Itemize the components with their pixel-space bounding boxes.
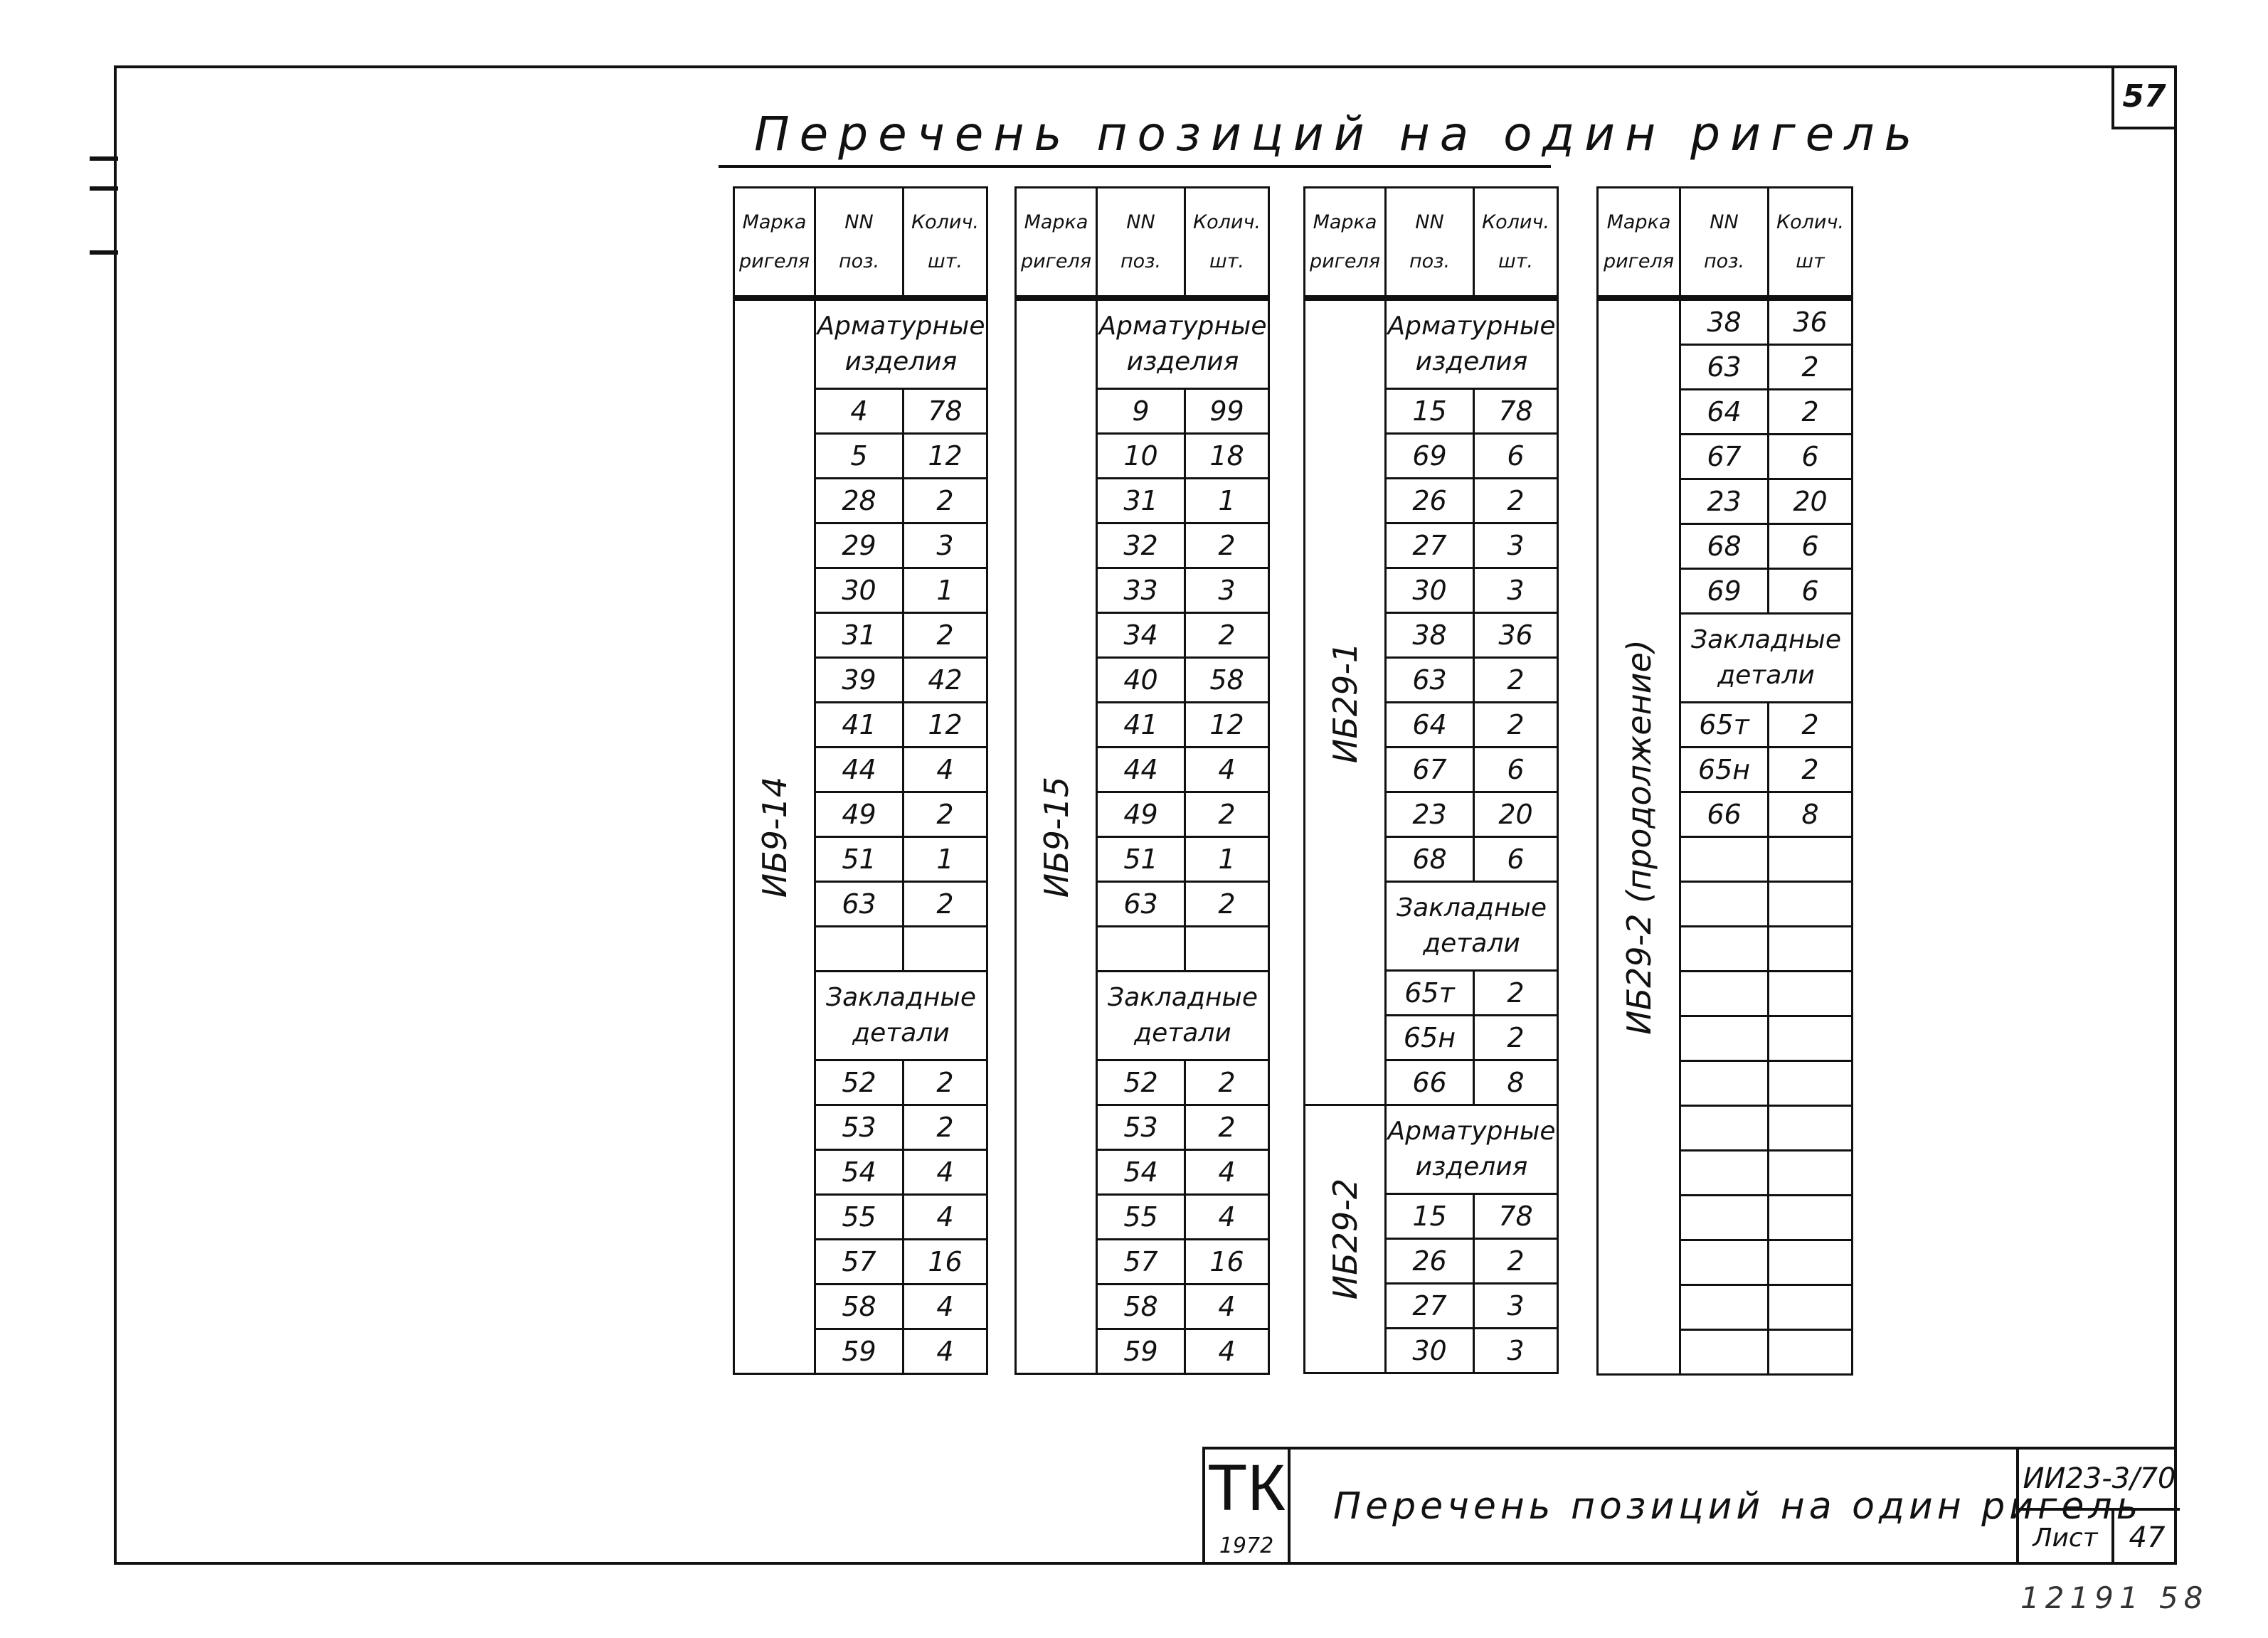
quantity: 6 [1769,569,1853,614]
section-title: Арматурные изделия [815,298,987,389]
position-number [1097,927,1185,972]
position-number [1680,1151,1769,1196]
quantity: 6 [1474,837,1558,882]
positions-table [733,186,988,1375]
quantity: 2 [1474,1239,1558,1284]
title-block [1202,1447,2177,1565]
page-title: Перечень позиций на один ригель [754,107,1922,161]
header-beam-mark [1305,188,1386,299]
quantity [1769,972,1853,1016]
quantity [1769,882,1853,927]
quantity: 12 [904,434,987,479]
archive-number: 12191 58 [2020,1580,2209,1615]
section-title: Закладные детали [1386,882,1558,971]
position-number: 38 [1386,613,1474,658]
header-position-number [1680,188,1769,299]
section-title: Закладные детали [1680,614,1853,703]
position-number: 29 [815,523,904,568]
quantity: 2 [1474,479,1558,523]
section-row [1016,298,1269,389]
beam-mark-cell [1016,298,1097,1374]
header-quantity [1474,188,1558,299]
position-number: 27 [1386,523,1474,568]
quantity: 3 [1474,568,1558,613]
position-number: 65т [1386,971,1474,1016]
position-number [815,927,904,972]
position-number: 26 [1386,1239,1474,1284]
position-number: 23 [1680,479,1769,524]
header-position-number-line: поз. [838,250,880,272]
header-quantity-line: шт [1796,250,1825,272]
quantity: 3 [1474,523,1558,568]
position-number: 51 [815,837,904,882]
quantity [1769,837,1853,882]
position-number [1680,1196,1769,1240]
position-number: 65н [1386,1016,1474,1060]
quantity [1769,1151,1853,1196]
quantity [1769,927,1853,972]
position-number: 28 [815,479,904,523]
header-beam-mark-line: ригеля [1021,250,1091,272]
position-number: 63 [1680,345,1769,390]
quantity: 2 [1185,792,1269,837]
position-number: 5 [815,434,904,479]
position-number: 66 [1386,1060,1474,1105]
beam-mark-cell [734,298,815,1374]
position-number: 63 [815,882,904,927]
quantity: 6 [1769,435,1853,479]
quantity: 4 [904,1329,987,1374]
header-quantity [904,188,987,299]
header-quantity-line: Колич. [1481,211,1550,233]
position-number: 68 [1680,524,1769,569]
stamp-sheet-number: 47 [2129,1521,2166,1554]
header-position-number-line: NN [1710,211,1739,233]
page-title-block [719,107,1922,171]
quantity: 2 [904,882,987,927]
quantity: 20 [1769,479,1853,524]
quantity: 12 [904,703,987,748]
position-number: 44 [815,748,904,792]
position-number: 52 [1097,1060,1185,1105]
document-code: ИИ23-3/70 [2019,1450,2180,1511]
quantity: 3 [904,523,987,568]
quantity: 16 [904,1240,987,1285]
position-number [1680,1016,1769,1061]
header-beam-mark-line: ригеля [1310,250,1380,272]
quantity: 36 [1769,298,1853,345]
position-number: 4 [815,389,904,434]
position-number: 58 [815,1285,904,1329]
header-beam-mark-line: Марка [1024,211,1088,233]
position-number [1680,882,1769,927]
header-row [1598,188,1853,299]
position-number: 59 [815,1329,904,1374]
header-position-number-line: поз. [1120,250,1162,272]
section-title: Арматурные изделия [1097,298,1269,389]
quantity: 2 [1769,748,1853,792]
position-number [1680,927,1769,972]
quantity: 6 [1474,748,1558,792]
stamp-logo-cell [1205,1450,1291,1565]
header-position-number-line: NN [1415,211,1444,233]
position-number: 41 [815,703,904,748]
position-number: 15 [1386,389,1474,434]
stamp-title: Перечень позиций на один ригель [1333,1485,2143,1528]
position-number: 30 [1386,568,1474,613]
header-quantity-line: Колич. [1192,211,1261,233]
section-row [734,298,987,389]
header-beam-mark [1598,188,1680,299]
position-number: 39 [815,658,904,703]
position-number: 9 [1097,389,1185,434]
quantity: 4 [904,1285,987,1329]
quantity: 16 [1185,1240,1269,1285]
position-number: 59 [1097,1329,1185,1374]
position-number: 67 [1680,435,1769,479]
beam-mark: ИБ29-2 (продолжение) [1619,639,1658,1035]
quantity: 2 [904,792,987,837]
quantity: 18 [1185,434,1269,479]
beam-mark-cell [1305,1105,1386,1373]
quantity: 1 [904,568,987,613]
positions-table [1014,186,1270,1375]
position-number: 32 [1097,523,1185,568]
stamp-logo: ТК [1207,1452,1286,1524]
header-quantity-line: шт. [1498,250,1534,272]
stamp-year: 1972 [1219,1533,1274,1558]
quantity [1769,1285,1853,1330]
header-position-number [1097,188,1185,299]
quantity [904,927,987,972]
position-number: 55 [1097,1195,1185,1240]
position-number: 57 [815,1240,904,1285]
header-beam-mark-line: Марка [1606,211,1671,233]
binding-mark [90,250,118,255]
quantity: 3 [1474,1329,1558,1373]
quantity: 99 [1185,389,1269,434]
stamp-right-cells [2016,1450,2180,1565]
quantity: 12 [1185,703,1269,748]
position-number [1680,1285,1769,1330]
position-number: 53 [1097,1105,1185,1150]
position-number: 67 [1386,748,1474,792]
binding-mark [90,186,118,191]
header-row [1016,188,1269,299]
header-quantity-line: шт. [1209,250,1245,272]
section-row [1305,298,1558,389]
quantity: 4 [904,1195,987,1240]
position-number: 10 [1097,434,1185,479]
quantity [1185,927,1269,972]
position-number: 66 [1680,792,1769,837]
header-beam-mark-line: ригеля [739,250,810,272]
position-number: 53 [815,1105,904,1150]
header-quantity [1185,188,1269,299]
position-number: 54 [815,1150,904,1195]
header-quantity-line: Колич. [1776,211,1845,233]
quantity: 1 [1185,479,1269,523]
position-number: 63 [1097,882,1185,927]
position-number: 49 [815,792,904,837]
position-number: 30 [815,568,904,613]
header-position-number [815,188,904,299]
position-number [1680,837,1769,882]
header-position-number-line: NN [844,211,874,233]
position-number: 26 [1386,479,1474,523]
beam-mark-cell [1305,298,1386,1105]
position-number: 15 [1386,1194,1474,1239]
quantity: 6 [1769,524,1853,569]
quantity: 2 [1185,1105,1269,1150]
beam-mark: ИБ29-1 [1325,642,1364,763]
position-number [1680,1330,1769,1375]
header-beam-mark [1016,188,1097,299]
table-row [1598,298,1853,345]
positions-table [1596,186,1853,1376]
position-number: 33 [1097,568,1185,613]
quantity: 78 [1474,1194,1558,1239]
position-number: 49 [1097,792,1185,837]
section-title: Закладные детали [1097,972,1269,1060]
position-number: 64 [1386,703,1474,748]
quantity [1769,1016,1853,1061]
binding-mark [90,156,118,161]
position-number: 41 [1097,703,1185,748]
quantity: 78 [904,389,987,434]
quantity: 4 [1185,748,1269,792]
quantity: 1 [904,837,987,882]
quantity: 8 [1769,792,1853,837]
quantity: 1 [1185,837,1269,882]
header-position-number-line: поз. [1409,250,1451,272]
quantity: 4 [904,1150,987,1195]
position-number: 44 [1097,748,1185,792]
header-position-number-line: поз. [1703,250,1745,272]
quantity: 2 [1474,703,1558,748]
position-number: 54 [1097,1150,1185,1195]
section-title: Закладные детали [815,972,987,1060]
position-number: 65т [1680,703,1769,748]
header-position-number [1386,188,1474,299]
position-number: 31 [815,613,904,658]
position-number: 55 [815,1195,904,1240]
quantity [1769,1330,1853,1375]
quantity: 3 [1185,568,1269,613]
position-number: 57 [1097,1240,1185,1285]
quantity: 2 [904,1105,987,1150]
quantity: 2 [904,613,987,658]
quantity: 4 [1185,1150,1269,1195]
beam-mark: ИБ9-14 [755,776,794,898]
quantity: 4 [1185,1329,1269,1374]
position-number [1680,972,1769,1016]
header-beam-mark-line: ригеля [1604,250,1674,272]
sheet-number: 57 [2111,65,2177,129]
quantity [1769,1240,1853,1285]
quantity: 2 [1474,971,1558,1016]
quantity: 58 [1185,658,1269,703]
quantity: 2 [1769,390,1853,435]
quantity: 2 [1185,1060,1269,1105]
position-number [1680,1106,1769,1151]
position-number: 69 [1386,434,1474,479]
position-number: 40 [1097,658,1185,703]
quantity: 6 [1474,434,1558,479]
position-number: 31 [1097,479,1185,523]
section-row [1305,1105,1558,1194]
position-number: 51 [1097,837,1185,882]
quantity: 4 [1185,1195,1269,1240]
quantity: 8 [1474,1060,1558,1105]
position-number: 52 [815,1060,904,1105]
quantity: 2 [1185,523,1269,568]
position-number: 30 [1386,1329,1474,1373]
positions-table [1303,186,1559,1374]
position-number: 38 [1680,298,1769,345]
header-quantity [1769,188,1853,299]
header-row [1305,188,1558,299]
header-position-number-line: NN [1126,211,1155,233]
beam-mark: ИБ9-15 [1037,776,1076,898]
quantity: 2 [1474,1016,1558,1060]
quantity: 36 [1474,613,1558,658]
quantity: 42 [904,658,987,703]
position-number [1680,1061,1769,1106]
quantity: 2 [1769,703,1853,748]
position-number: 27 [1386,1284,1474,1329]
position-number: 34 [1097,613,1185,658]
position-number: 69 [1680,569,1769,614]
quantity: 2 [1769,345,1853,390]
header-beam-mark-line: Марка [1313,211,1377,233]
quantity: 78 [1474,389,1558,434]
quantity: 4 [904,748,987,792]
header-quantity-line: Колич. [911,211,980,233]
quantity [1769,1061,1853,1106]
section-title: Арматурные изделия [1386,1105,1558,1194]
header-beam-mark [734,188,815,299]
position-number: 23 [1386,792,1474,837]
position-number: 63 [1386,658,1474,703]
section-title: Арматурные изделия [1386,298,1558,389]
quantity [1769,1196,1853,1240]
quantity: 2 [1185,613,1269,658]
quantity: 3 [1474,1284,1558,1329]
quantity: 2 [1474,658,1558,703]
quantity: 2 [1185,882,1269,927]
quantity: 2 [904,1060,987,1105]
header-quantity-line: шт. [927,250,963,272]
position-number: 65н [1680,748,1769,792]
title-underline [719,165,1551,168]
sheet-label: Лист [2019,1511,2114,1565]
position-number: 58 [1097,1285,1185,1329]
header-beam-mark-line: Марка [742,211,807,233]
header-row [734,188,987,299]
beam-mark: ИБ29-2 [1325,1178,1364,1300]
quantity: 20 [1474,792,1558,837]
quantity [1769,1106,1853,1151]
quantity: 4 [1185,1285,1269,1329]
position-number: 68 [1386,837,1474,882]
position-number [1680,1240,1769,1285]
quantity: 2 [904,479,987,523]
position-number: 64 [1680,390,1769,435]
beam-mark-cell [1598,298,1680,1375]
